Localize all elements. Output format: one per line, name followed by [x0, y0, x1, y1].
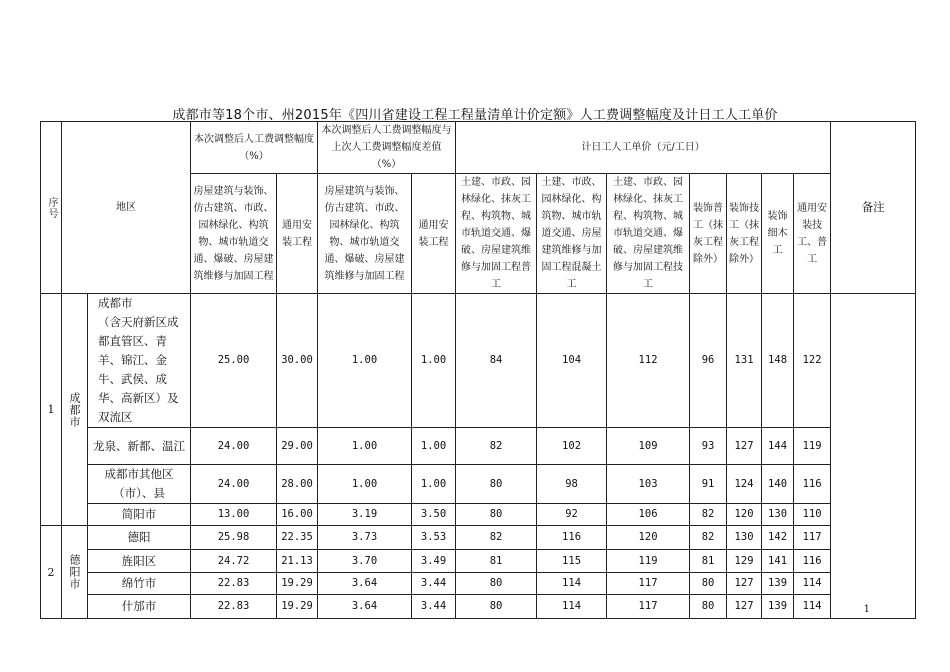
value-cell: 92: [537, 504, 607, 526]
value-cell: 91: [690, 465, 727, 504]
value-cell: 80: [456, 573, 537, 595]
value-cell: 1.00: [318, 294, 412, 428]
value-cell: 16.00: [277, 504, 318, 526]
value-cell: 142: [762, 526, 794, 550]
value-cell: 82: [690, 526, 727, 550]
header-region: 地区: [62, 122, 191, 294]
header-remark: 备注: [831, 122, 916, 294]
header-col: 通用安装技工、普工: [794, 174, 831, 294]
value-cell: 28.00: [277, 465, 318, 504]
value-cell: 21.13: [277, 550, 318, 573]
value-cell: 30.00: [277, 294, 318, 428]
value-cell: 1.00: [318, 428, 412, 465]
value-cell: 117: [607, 595, 690, 619]
header-group-difference: 本次调整后人工费调整幅度与上次人工费调整幅度差值（%）: [318, 122, 456, 174]
value-cell: 96: [690, 294, 727, 428]
header-col: 房屋建筑与装饰、仿古建筑、市政、园林绿化、构筑物、城市轨道交通、爆破、房屋建筑维修与加固工程: [318, 174, 412, 294]
value-cell: 119: [794, 428, 831, 465]
value-cell: 24.00: [191, 428, 277, 465]
value-cell: 117: [607, 573, 690, 595]
value-cell: 1.00: [318, 465, 412, 504]
value-cell: 116: [794, 465, 831, 504]
value-cell: 3.64: [318, 595, 412, 619]
region-cell: 简阳市: [88, 504, 191, 526]
value-cell: 114: [537, 595, 607, 619]
value-cell: 3.73: [318, 526, 412, 550]
value-cell: 122: [794, 294, 831, 428]
table-row: [41, 465, 916, 504]
value-cell: 129: [727, 550, 762, 573]
value-cell: 131: [727, 294, 762, 428]
value-cell: 1.00: [412, 465, 456, 504]
region-cell: 德阳: [88, 526, 191, 550]
value-cell: 3.64: [318, 573, 412, 595]
value-cell: 127: [727, 595, 762, 619]
region-cell: 成都市其他区（市）、县: [88, 465, 191, 504]
city-cell: 德阳市: [62, 526, 88, 619]
header-group-adjustment: 本次调整后人工费调整幅度（%）: [191, 122, 318, 174]
value-cell: 119: [607, 550, 690, 573]
header-col: 装饰普工（抹灰工程除外）: [690, 174, 727, 294]
value-cell: 141: [762, 550, 794, 573]
value-cell: 1.00: [412, 294, 456, 428]
remark-cell: [831, 294, 916, 619]
value-cell: 112: [607, 294, 690, 428]
value-cell: 81: [690, 550, 727, 573]
value-cell: 116: [794, 550, 831, 573]
value-cell: 84: [456, 294, 537, 428]
table-row: [41, 428, 916, 465]
region-cell: 绵竹市: [88, 573, 191, 595]
value-cell: 29.00: [277, 428, 318, 465]
value-cell: 127: [727, 573, 762, 595]
region-cell: 什邡市: [88, 595, 191, 619]
value-cell: 3.49: [412, 550, 456, 573]
value-cell: 80: [456, 465, 537, 504]
header-row-1: [41, 122, 916, 174]
table-row: [41, 595, 916, 619]
value-cell: 139: [762, 595, 794, 619]
value-cell: 110: [794, 504, 831, 526]
value-cell: 3.44: [412, 595, 456, 619]
value-cell: 82: [456, 526, 537, 550]
value-cell: 130: [762, 504, 794, 526]
value-cell: 3.50: [412, 504, 456, 526]
value-cell: 80: [456, 595, 537, 619]
value-cell: 24.00: [191, 465, 277, 504]
value-cell: 3.53: [412, 526, 456, 550]
value-cell: 22.83: [191, 573, 277, 595]
value-cell: 114: [537, 573, 607, 595]
value-cell: 114: [794, 595, 831, 619]
seq-cell: 2: [41, 526, 62, 619]
value-cell: 25.98: [191, 526, 277, 550]
value-cell: 19.29: [277, 573, 318, 595]
value-cell: 103: [607, 465, 690, 504]
value-cell: 93: [690, 428, 727, 465]
value-cell: 127: [727, 428, 762, 465]
value-cell: 3.44: [412, 573, 456, 595]
value-cell: 1.00: [412, 428, 456, 465]
table-row: [41, 504, 916, 526]
value-cell: 120: [607, 526, 690, 550]
header-col: 装饰细木工: [762, 174, 794, 294]
header-col: 土建、市政、园林绿化、构筑物、城市轨道交通、房屋建筑维修与加固工程混凝土工: [537, 174, 607, 294]
document-title: 成都市等18个市、州2015年《四川省建设工程工程量清单计价定额》人工费调整幅度及计日工人工单价: [172, 108, 778, 123]
value-cell: 3.70: [318, 550, 412, 573]
value-cell: 120: [727, 504, 762, 526]
value-cell: 144: [762, 428, 794, 465]
header-col: 通用安装工程: [412, 174, 456, 294]
value-cell: 3.19: [318, 504, 412, 526]
value-cell: 82: [690, 504, 727, 526]
header-col: 装饰技工（抹灰工程除外）: [727, 174, 762, 294]
region-cell: 龙泉、新都、温江: [88, 428, 191, 465]
city-cell: 成都市: [62, 294, 88, 526]
page-number: 1: [863, 604, 870, 615]
value-cell: 116: [537, 526, 607, 550]
value-cell: 98: [537, 465, 607, 504]
header-seq: 序号: [41, 122, 62, 294]
value-cell: 22.35: [277, 526, 318, 550]
header-col: 房屋建筑与装饰、仿古建筑、市政、园林绿化、构筑物、城市轨道交通、爆破、房屋建筑维修与加固工程: [191, 174, 277, 294]
value-cell: 82: [456, 428, 537, 465]
value-cell: 139: [762, 573, 794, 595]
value-cell: 130: [727, 526, 762, 550]
value-cell: 24.72: [191, 550, 277, 573]
value-cell: 109: [607, 428, 690, 465]
value-cell: 80: [690, 573, 727, 595]
header-col: 土建、市政、园林绿化、抹灰工程、构筑物、城市轨道交通、爆破、房屋建筑维修与加固工程普工: [456, 174, 537, 294]
value-cell: 115: [537, 550, 607, 573]
header-col: 通用安装工程: [277, 174, 318, 294]
value-cell: 140: [762, 465, 794, 504]
value-cell: 124: [727, 465, 762, 504]
region-cell: 旌阳区: [88, 550, 191, 573]
header-group-day-wage: 计日工人工单价（元/工日）: [456, 122, 831, 174]
value-cell: 106: [607, 504, 690, 526]
region-cell: 成都市 （含天府新区成都直管区、青羊、锦江、金牛、武侯、成华、高新区）及双流区: [88, 294, 191, 428]
value-cell: 80: [690, 595, 727, 619]
value-cell: 81: [456, 550, 537, 573]
value-cell: 148: [762, 294, 794, 428]
value-cell: 117: [794, 526, 831, 550]
value-cell: 22.83: [191, 595, 277, 619]
value-cell: 25.00: [191, 294, 277, 428]
table-row: [41, 294, 916, 428]
value-cell: 13.00: [191, 504, 277, 526]
value-cell: 80: [456, 504, 537, 526]
value-cell: 114: [794, 573, 831, 595]
wage-table: [40, 121, 916, 619]
table-row: [41, 526, 916, 550]
value-cell: 104: [537, 294, 607, 428]
value-cell: 19.29: [277, 595, 318, 619]
header-col: 土建、市政、园林绿化、抹灰工程、构筑物、城市轨道交通、爆破、房屋建筑维修与加固工程技工: [607, 174, 690, 294]
value-cell: 102: [537, 428, 607, 465]
table-row: [41, 550, 916, 573]
seq-cell: 1: [41, 294, 62, 526]
table-row: [41, 573, 916, 595]
